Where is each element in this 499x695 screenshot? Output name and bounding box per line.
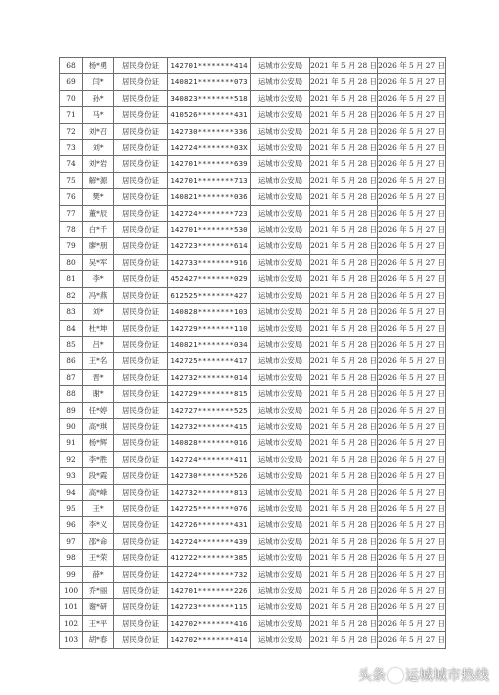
holder-name-cell: 闫* [83, 74, 114, 90]
document-type-cell: 居民身份证 [114, 583, 168, 599]
row-number-cell: 82 [60, 287, 83, 303]
id-number-cell: 142724********03X [168, 140, 251, 156]
valid-until-cell: 2026 年 5 月 27 日 [378, 336, 446, 352]
table-row [60, 386, 446, 402]
holder-name-cell: 杜*坤 [83, 320, 114, 336]
table-row [60, 123, 446, 139]
document-type-cell: 居民身份证 [114, 172, 168, 188]
valid-from-cell: 2021 年 5 月 28 日 [310, 468, 378, 484]
holder-name-cell: 李*义 [83, 517, 114, 533]
row-number-cell: 75 [60, 172, 83, 188]
document-type-cell: 居民身份证 [114, 500, 168, 516]
row-number-cell: 89 [60, 402, 83, 418]
id-number-cell: 142723********115 [168, 599, 251, 615]
issuing-authority-cell: 运城市公安局 [251, 599, 310, 615]
issuing-authority-cell: 运城市公安局 [251, 156, 310, 172]
valid-from-cell: 2021 年 5 月 28 日 [310, 58, 378, 74]
row-number-cell: 72 [60, 123, 83, 139]
holder-name-cell: 王* [83, 500, 114, 516]
table-row [60, 615, 446, 631]
holder-name-cell: 杨*辉 [83, 435, 114, 451]
id-number-cell: 142725********076 [168, 500, 251, 516]
table-row [60, 172, 446, 188]
table-row [60, 320, 446, 336]
table-row [60, 484, 446, 500]
valid-until-cell: 2026 年 5 月 27 日 [378, 583, 446, 599]
id-number-cell: 140821********034 [168, 336, 251, 352]
document-type-cell: 居民身份证 [114, 222, 168, 238]
issuing-authority-cell: 运城市公安局 [251, 369, 310, 385]
row-number-cell: 97 [60, 533, 83, 549]
row-number-cell: 86 [60, 353, 83, 369]
valid-from-cell: 2021 年 5 月 28 日 [310, 369, 378, 385]
registry-body [60, 58, 446, 649]
id-number-cell: 140821********036 [168, 189, 251, 205]
valid-until-cell: 2026 年 5 月 27 日 [378, 386, 446, 402]
holder-name-cell: 薛* [83, 566, 114, 582]
table-row [60, 140, 446, 156]
table-row [60, 58, 446, 74]
id-number-cell: 142730********336 [168, 123, 251, 139]
issuing-authority-cell: 运城市公安局 [251, 287, 310, 303]
holder-name-cell: 段*霞 [83, 468, 114, 484]
watermark-prefix: 头条 [358, 668, 386, 684]
document-type-cell: 居民身份证 [114, 566, 168, 582]
issuing-authority-cell: 运城市公安局 [251, 189, 310, 205]
table-row [60, 353, 446, 369]
document-type-cell: 居民身份证 [114, 205, 168, 221]
row-number-cell: 83 [60, 304, 83, 320]
document-type-cell: 居民身份证 [114, 58, 168, 74]
table-row [60, 451, 446, 467]
valid-until-cell: 2026 年 5 月 27 日 [378, 222, 446, 238]
holder-name-cell: 王*名 [83, 353, 114, 369]
row-number-cell: 96 [60, 517, 83, 533]
document-type-cell: 居民身份证 [114, 140, 168, 156]
table-row [60, 304, 446, 320]
issuing-authority-cell: 运城市公安局 [251, 172, 310, 188]
id-number-cell: 142730********526 [168, 468, 251, 484]
issuing-authority-cell: 运城市公安局 [251, 58, 310, 74]
valid-from-cell: 2021 年 5 月 28 日 [310, 74, 378, 90]
valid-from-cell: 2021 年 5 月 28 日 [310, 533, 378, 549]
document-type-cell: 居民身份证 [114, 320, 168, 336]
valid-until-cell: 2026 年 5 月 27 日 [378, 271, 446, 287]
valid-until-cell: 2026 年 5 月 27 日 [378, 402, 446, 418]
document-type-cell: 居民身份证 [114, 533, 168, 549]
at-sign-icon [388, 668, 403, 683]
row-number-cell: 92 [60, 451, 83, 467]
holder-name-cell: 谢*研 [83, 599, 114, 615]
document-type-cell: 居民身份证 [114, 336, 168, 352]
table-row [60, 599, 446, 615]
valid-until-cell: 2026 年 5 月 27 日 [378, 205, 446, 221]
valid-from-cell: 2021 年 5 月 28 日 [310, 599, 378, 615]
valid-until-cell: 2026 年 5 月 27 日 [378, 369, 446, 385]
id-number-cell: 412722********385 [168, 550, 251, 566]
id-number-cell: 142701********639 [168, 156, 251, 172]
document-type-cell: 居民身份证 [114, 402, 168, 418]
document-type-cell: 居民身份证 [114, 304, 168, 320]
document-type-cell: 居民身份证 [114, 271, 168, 287]
id-number-cell: 142724********723 [168, 205, 251, 221]
id-number-cell: 142701********530 [168, 222, 251, 238]
holder-name-cell: 谢* [83, 386, 114, 402]
valid-until-cell: 2026 年 5 月 27 日 [378, 304, 446, 320]
table-row [60, 205, 446, 221]
issuing-authority-cell: 运城市公安局 [251, 254, 310, 270]
row-number-cell: 70 [60, 90, 83, 106]
holder-name-cell: 高*琪 [83, 418, 114, 434]
document-type-cell: 居民身份证 [114, 189, 168, 205]
id-number-cell: 142724********732 [168, 566, 251, 582]
valid-from-cell: 2021 年 5 月 28 日 [310, 254, 378, 270]
row-number-cell: 79 [60, 238, 83, 254]
valid-from-cell: 2021 年 5 月 28 日 [310, 386, 378, 402]
holder-name-cell: 李*胜 [83, 451, 114, 467]
id-number-cell: 142732********415 [168, 418, 251, 434]
valid-from-cell: 2021 年 5 月 28 日 [310, 123, 378, 139]
valid-from-cell: 2021 年 5 月 28 日 [310, 320, 378, 336]
issuing-authority-cell: 运城市公安局 [251, 583, 310, 599]
table-row [60, 238, 446, 254]
valid-until-cell: 2026 年 5 月 27 日 [378, 517, 446, 533]
holder-name-cell: 孙* [83, 90, 114, 106]
valid-until-cell: 2026 年 5 月 27 日 [378, 550, 446, 566]
holder-name-cell: 王*平 [83, 615, 114, 631]
issuing-authority-cell: 运城市公安局 [251, 90, 310, 106]
id-number-cell: 142725********417 [168, 353, 251, 369]
valid-until-cell: 2026 年 5 月 27 日 [378, 189, 446, 205]
document-type-cell: 居民身份证 [114, 550, 168, 566]
row-number-cell: 69 [60, 74, 83, 90]
row-number-cell: 77 [60, 205, 83, 221]
table-row [60, 517, 446, 533]
table-row [60, 402, 446, 418]
row-number-cell: 85 [60, 336, 83, 352]
document-type-cell: 居民身份证 [114, 287, 168, 303]
issuing-authority-cell: 运城市公安局 [251, 468, 310, 484]
valid-from-cell: 2021 年 5 月 28 日 [310, 140, 378, 156]
row-number-cell: 101 [60, 599, 83, 615]
row-number-cell: 80 [60, 254, 83, 270]
table-row [60, 550, 446, 566]
table-row [60, 336, 446, 352]
issuing-authority-cell: 运城市公安局 [251, 304, 310, 320]
document-type-cell: 居民身份证 [114, 74, 168, 90]
id-number-cell: 142727********525 [168, 402, 251, 418]
issuing-authority-cell: 运城市公安局 [251, 418, 310, 434]
row-number-cell: 94 [60, 484, 83, 500]
issuing-authority-cell: 运城市公安局 [251, 550, 310, 566]
row-number-cell: 87 [60, 369, 83, 385]
id-number-cell: 340823********518 [168, 90, 251, 106]
row-number-cell: 91 [60, 435, 83, 451]
valid-until-cell: 2026 年 5 月 27 日 [378, 107, 446, 123]
valid-from-cell: 2021 年 5 月 28 日 [310, 238, 378, 254]
row-number-cell: 100 [60, 583, 83, 599]
row-number-cell: 74 [60, 156, 83, 172]
id-number-cell: 142701********414 [168, 58, 251, 74]
row-number-cell: 78 [60, 222, 83, 238]
holder-name-cell: 李* [83, 271, 114, 287]
holder-name-cell: 吕* [83, 336, 114, 352]
issuing-authority-cell: 运城市公安局 [251, 271, 310, 287]
registry-sheet [59, 57, 445, 649]
document-type-cell: 居民身份证 [114, 369, 168, 385]
valid-until-cell: 2026 年 5 月 27 日 [378, 615, 446, 631]
holder-name-cell: 樊* [83, 189, 114, 205]
issuing-authority-cell: 运城市公安局 [251, 435, 310, 451]
table-row [60, 74, 446, 90]
row-number-cell: 98 [60, 550, 83, 566]
holder-name-cell: 冯*燕 [83, 287, 114, 303]
holder-name-cell: 解*源 [83, 172, 114, 188]
issuing-authority-cell: 运城市公安局 [251, 205, 310, 221]
holder-name-cell: 白*千 [83, 222, 114, 238]
table-row [60, 156, 446, 172]
row-number-cell: 76 [60, 189, 83, 205]
valid-from-cell: 2021 年 5 月 28 日 [310, 90, 378, 106]
id-number-cell: 142702********416 [168, 615, 251, 631]
holder-name-cell: 乔*丽 [83, 583, 114, 599]
issuing-authority-cell: 运城市公安局 [251, 517, 310, 533]
valid-from-cell: 2021 年 5 月 28 日 [310, 336, 378, 352]
valid-until-cell: 2026 年 5 月 27 日 [378, 74, 446, 90]
issuing-authority-cell: 运城市公安局 [251, 484, 310, 500]
valid-from-cell: 2021 年 5 月 28 日 [310, 484, 378, 500]
holder-name-cell: 廖*朋 [83, 238, 114, 254]
issuing-authority-cell: 运城市公安局 [251, 123, 310, 139]
issuing-authority-cell: 运城市公安局 [251, 140, 310, 156]
valid-until-cell: 2026 年 5 月 27 日 [378, 484, 446, 500]
issuing-authority-cell: 运城市公安局 [251, 500, 310, 516]
id-number-cell: 140828********016 [168, 435, 251, 451]
row-number-cell: 71 [60, 107, 83, 123]
issuing-authority-cell: 运城市公安局 [251, 336, 310, 352]
issuing-authority-cell: 运城市公安局 [251, 632, 310, 648]
valid-from-cell: 2021 年 5 月 28 日 [310, 107, 378, 123]
document-type-cell: 居民身份证 [114, 238, 168, 254]
holder-name-cell: 杨*勇 [83, 58, 114, 74]
valid-from-cell: 2021 年 5 月 28 日 [310, 451, 378, 467]
holder-name-cell: 刘* [83, 304, 114, 320]
document-type-cell: 居民身份证 [114, 484, 168, 500]
valid-until-cell: 2026 年 5 月 27 日 [378, 123, 446, 139]
table-row [60, 369, 446, 385]
table-row [60, 271, 446, 287]
issuing-authority-cell: 运城市公安局 [251, 386, 310, 402]
valid-until-cell: 2026 年 5 月 27 日 [378, 140, 446, 156]
table-row [60, 533, 446, 549]
row-number-cell: 88 [60, 386, 83, 402]
issuing-authority-cell: 运城市公安局 [251, 353, 310, 369]
issuing-authority-cell: 运城市公安局 [251, 533, 310, 549]
valid-until-cell: 2026 年 5 月 27 日 [378, 632, 446, 648]
valid-until-cell: 2026 年 5 月 27 日 [378, 287, 446, 303]
valid-from-cell: 2021 年 5 月 28 日 [310, 550, 378, 566]
valid-until-cell: 2026 年 5 月 27 日 [378, 451, 446, 467]
valid-from-cell: 2021 年 5 月 28 日 [310, 566, 378, 582]
document-type-cell: 居民身份证 [114, 451, 168, 467]
valid-from-cell: 2021 年 5 月 28 日 [310, 189, 378, 205]
id-number-cell: 142724********411 [168, 451, 251, 467]
valid-until-cell: 2026 年 5 月 27 日 [378, 156, 446, 172]
row-number-cell: 84 [60, 320, 83, 336]
document-type-cell: 居民身份证 [114, 254, 168, 270]
table-row [60, 189, 446, 205]
row-number-cell: 95 [60, 500, 83, 516]
document-type-cell: 居民身份证 [114, 90, 168, 106]
id-number-cell: 142732********813 [168, 484, 251, 500]
document-type-cell: 居民身份证 [114, 123, 168, 139]
table-row [60, 90, 446, 106]
holder-name-cell: 胡*春 [83, 632, 114, 648]
id-number-cell: 142729********815 [168, 386, 251, 402]
issuing-authority-cell: 运城市公安局 [251, 615, 310, 631]
registry-table [59, 57, 446, 649]
table-row [60, 632, 446, 648]
watermark-handle: 运城城市热线 [405, 668, 489, 684]
table-row [60, 500, 446, 516]
row-number-cell: 73 [60, 140, 83, 156]
row-number-cell: 99 [60, 566, 83, 582]
document-type-cell: 居民身份证 [114, 517, 168, 533]
id-number-cell: 142702********414 [168, 632, 251, 648]
table-row [60, 566, 446, 582]
id-number-cell: 142723********614 [168, 238, 251, 254]
row-number-cell: 93 [60, 468, 83, 484]
document-type-cell: 居民身份证 [114, 386, 168, 402]
table-row [60, 222, 446, 238]
valid-from-cell: 2021 年 5 月 28 日 [310, 287, 378, 303]
id-number-cell: 142729********110 [168, 320, 251, 336]
table-row [60, 107, 446, 123]
valid-from-cell: 2021 年 5 月 28 日 [310, 402, 378, 418]
issuing-authority-cell: 运城市公安局 [251, 222, 310, 238]
document-type-cell: 居民身份证 [114, 632, 168, 648]
document-type-cell: 居民身份证 [114, 615, 168, 631]
holder-name-cell: 晋* [83, 369, 114, 385]
table-row [60, 254, 446, 270]
valid-until-cell: 2026 年 5 月 27 日 [378, 172, 446, 188]
table-row [60, 435, 446, 451]
valid-from-cell: 2021 年 5 月 28 日 [310, 500, 378, 516]
id-number-cell: 140828********103 [168, 304, 251, 320]
valid-until-cell: 2026 年 5 月 27 日 [378, 58, 446, 74]
id-number-cell: 142726********431 [168, 517, 251, 533]
holder-name-cell: 刘*岩 [83, 156, 114, 172]
row-number-cell: 81 [60, 271, 83, 287]
valid-from-cell: 2021 年 5 月 28 日 [310, 435, 378, 451]
holder-name-cell: 刘*召 [83, 123, 114, 139]
valid-until-cell: 2026 年 5 月 27 日 [378, 566, 446, 582]
document-type-cell: 居民身份证 [114, 418, 168, 434]
valid-from-cell: 2021 年 5 月 28 日 [310, 205, 378, 221]
document-type-cell: 居民身份证 [114, 156, 168, 172]
row-number-cell: 68 [60, 58, 83, 74]
valid-from-cell: 2021 年 5 月 28 日 [310, 353, 378, 369]
holder-name-cell: 邵*命 [83, 533, 114, 549]
valid-from-cell: 2021 年 5 月 28 日 [310, 583, 378, 599]
id-number-cell: 452427********029 [168, 271, 251, 287]
holder-name-cell: 王*荣 [83, 550, 114, 566]
valid-until-cell: 2026 年 5 月 27 日 [378, 90, 446, 106]
id-number-cell: 140821********073 [168, 74, 251, 90]
valid-until-cell: 2026 年 5 月 27 日 [378, 500, 446, 516]
valid-from-cell: 2021 年 5 月 28 日 [310, 418, 378, 434]
valid-until-cell: 2026 年 5 月 27 日 [378, 599, 446, 615]
id-number-cell: 142701********226 [168, 583, 251, 599]
id-number-cell: 410526********431 [168, 107, 251, 123]
valid-until-cell: 2026 年 5 月 27 日 [378, 435, 446, 451]
id-number-cell: 142724********439 [168, 533, 251, 549]
holder-name-cell: 董*辰 [83, 205, 114, 221]
document-type-cell: 居民身份证 [114, 107, 168, 123]
valid-until-cell: 2026 年 5 月 27 日 [378, 254, 446, 270]
id-number-cell: 142732********014 [168, 369, 251, 385]
row-number-cell: 102 [60, 615, 83, 631]
issuing-authority-cell: 运城市公安局 [251, 74, 310, 90]
id-number-cell: 142701********713 [168, 172, 251, 188]
holder-name-cell: 马* [83, 107, 114, 123]
issuing-authority-cell: 运城市公安局 [251, 320, 310, 336]
holder-name-cell: 刘* [83, 140, 114, 156]
valid-from-cell: 2021 年 5 月 28 日 [310, 172, 378, 188]
table-row [60, 583, 446, 599]
holder-name-cell: 吴*军 [83, 254, 114, 270]
valid-until-cell: 2026 年 5 月 27 日 [378, 238, 446, 254]
issuing-authority-cell: 运城市公安局 [251, 566, 310, 582]
valid-until-cell: 2026 年 5 月 27 日 [378, 353, 446, 369]
valid-from-cell: 2021 年 5 月 28 日 [310, 517, 378, 533]
source-watermark [358, 665, 489, 685]
row-number-cell: 90 [60, 418, 83, 434]
valid-until-cell: 2026 年 5 月 27 日 [378, 533, 446, 549]
id-number-cell: 612525********427 [168, 287, 251, 303]
table-row [60, 287, 446, 303]
document-type-cell: 居民身份证 [114, 353, 168, 369]
issuing-authority-cell: 运城市公安局 [251, 402, 310, 418]
table-row [60, 418, 446, 434]
valid-from-cell: 2021 年 5 月 28 日 [310, 222, 378, 238]
row-number-cell: 103 [60, 632, 83, 648]
valid-from-cell: 2021 年 5 月 28 日 [310, 156, 378, 172]
document-type-cell: 居民身份证 [114, 435, 168, 451]
valid-until-cell: 2026 年 5 月 27 日 [378, 320, 446, 336]
document-type-cell: 居民身份证 [114, 468, 168, 484]
id-number-cell: 142733********916 [168, 254, 251, 270]
valid-until-cell: 2026 年 5 月 27 日 [378, 468, 446, 484]
valid-from-cell: 2021 年 5 月 28 日 [310, 615, 378, 631]
issuing-authority-cell: 运城市公安局 [251, 107, 310, 123]
valid-from-cell: 2021 年 5 月 28 日 [310, 632, 378, 648]
holder-name-cell: 高*峰 [83, 484, 114, 500]
document-type-cell: 居民身份证 [114, 599, 168, 615]
valid-until-cell: 2026 年 5 月 27 日 [378, 418, 446, 434]
table-row [60, 468, 446, 484]
valid-from-cell: 2021 年 5 月 28 日 [310, 304, 378, 320]
valid-from-cell: 2021 年 5 月 28 日 [310, 271, 378, 287]
holder-name-cell: 任*婷 [83, 402, 114, 418]
issuing-authority-cell: 运城市公安局 [251, 451, 310, 467]
issuing-authority-cell: 运城市公安局 [251, 238, 310, 254]
